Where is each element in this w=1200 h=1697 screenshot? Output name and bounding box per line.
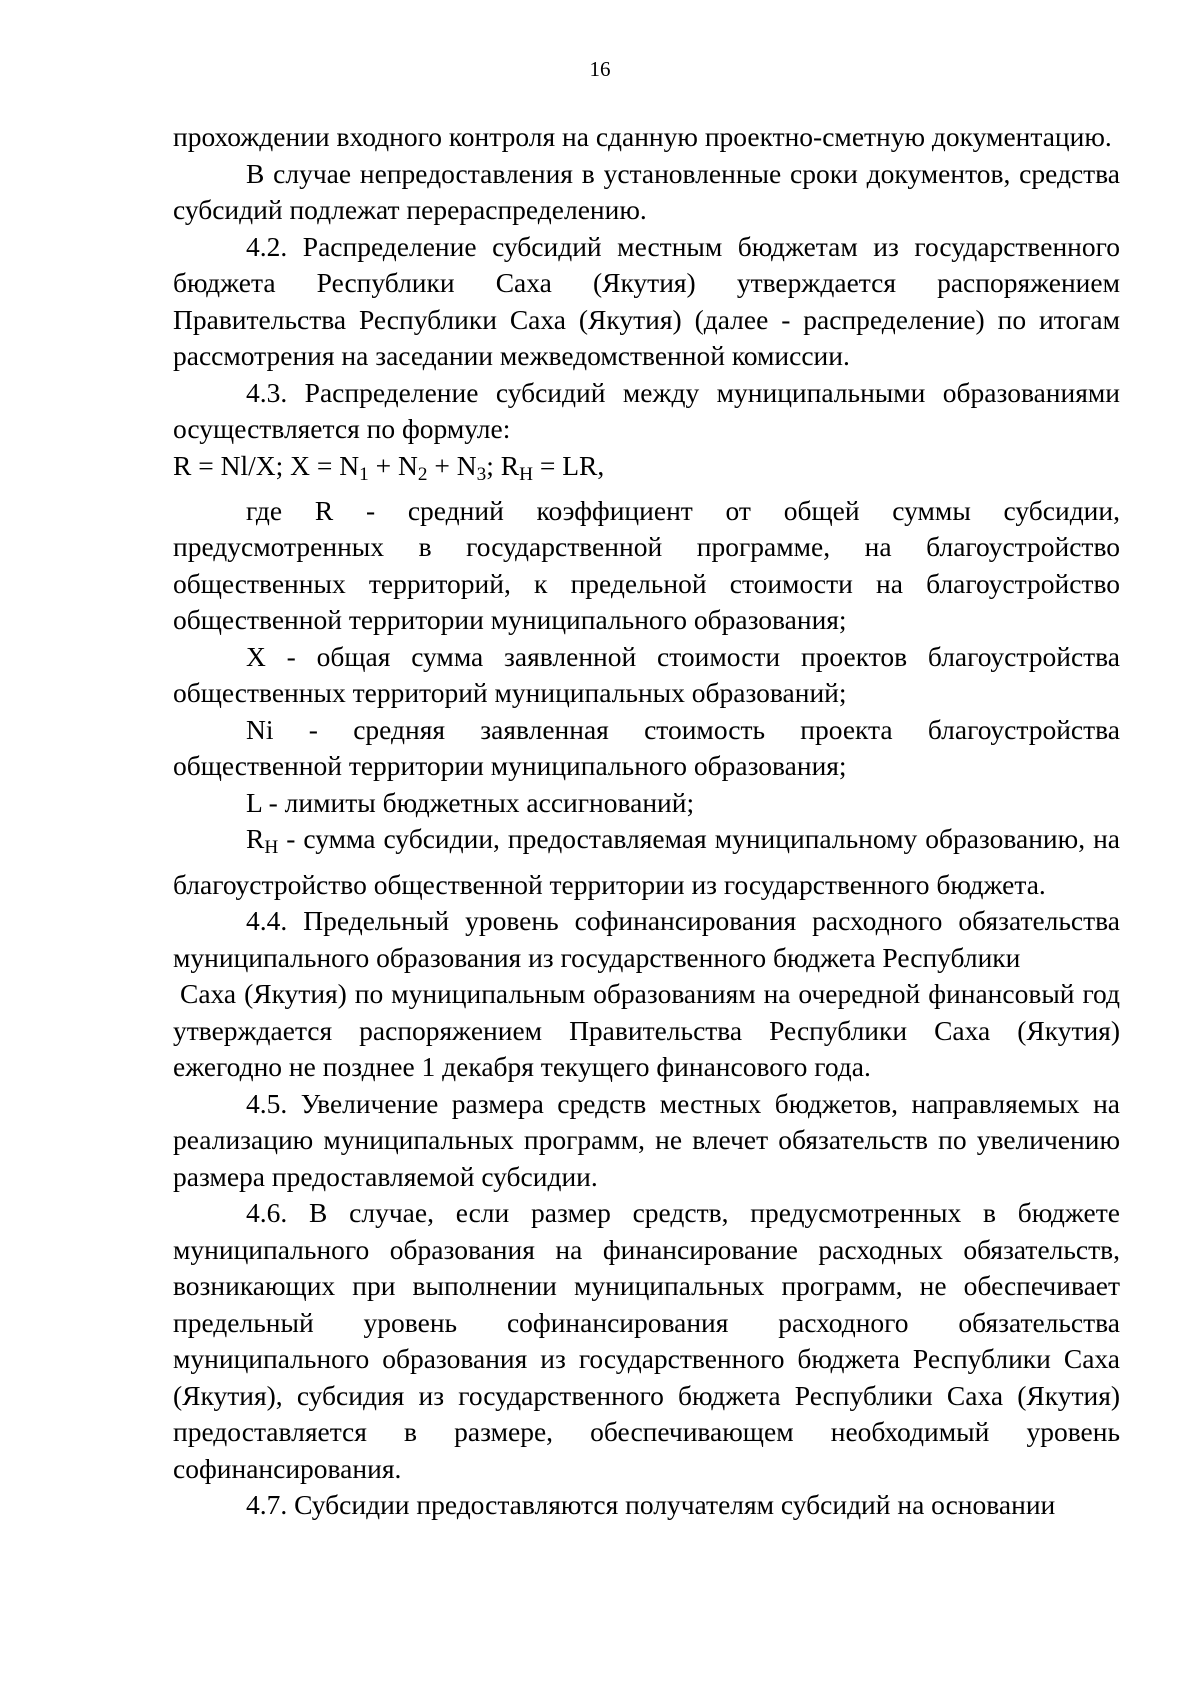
- definition-r: где R - средний коэффициент от общей суммы субсидии, предусмотренных в государственной программе, на благоустройство общественных территорий, к предельной стоимости на благоустройство общественной территории муниципального образования;: [173, 494, 1120, 636]
- definition-rh-subscript: Н: [264, 837, 279, 859]
- document-body: [173, 119, 1120, 1524]
- paragraph-continuation: прохождении входного контроля на сданную проектно-сметную документацию.: [173, 121, 1112, 152]
- paragraph-4-3: 4.3. Распределение субсидий между муниципальными образованиями осуществляется по формуле:: [173, 376, 1120, 444]
- definition-rh: [173, 821, 1120, 903]
- paragraph-4-7: 4.7. Субсидии предоставляются получателям субсидий на основании: [246, 1489, 1056, 1521]
- paragraph-nonsubmission: В случае непредоставления в установленные сроки документов, средства субсидий подлежат перераспределению.: [173, 157, 1120, 225]
- formula-part: = LR,: [533, 449, 605, 481]
- formula-part: + N: [368, 449, 418, 481]
- formula-subscript: 2: [417, 463, 428, 485]
- definition-rh-text: - сумма субсидии, предоставляемая муниципальному образованию, на благоустройство общественной территории из государственного бюджета.: [173, 823, 1120, 900]
- formula-subscript: 3: [476, 463, 487, 485]
- formula-subscript: 1: [359, 463, 369, 485]
- paragraph-4-4: 4.4. Предельный уровень софинансирования расходного обязательства муниципального образования из государственного бюджета Республики: [173, 905, 1120, 973]
- paragraph-4-6: 4.6. В случае, если размер средств, предусмотренных в бюджете муниципального образования на финансирование расходных обязательств, возникающих при выполнении муниципальных программ, не обеспечивает предельный уровень софинансирования расходного обязательства муниципального образования из государственного бюджета Республики Саха (Якутия), субсидия из государственного бюджета Республики Саха (Якутия) предоставляется в размере, обеспечивающем необходимый уровень софинансирования.: [173, 1197, 1120, 1484]
- distribution-formula: [173, 448, 1120, 493]
- definition-x: X - общая сумма заявленной стоимости проектов благоустройства общественных территорий муниципальных образований;: [173, 640, 1120, 709]
- paragraph-4-5: 4.5. Увеличение размера средств местных бюджетов, направляемых на реализацию муниципальных программ, не влечет обязательств по увеличению размера предоставляемой субсидии.: [173, 1087, 1120, 1192]
- paragraph-4-2: 4.2. Распределение субсидий местным бюджетам из государственного бюджета Республики Саха (Якутия) утверждается распоряжением Правительства Республики Саха (Якутия) (далее - распределение) по итогам рассмотрения на заседании межведомственной комиссии.: [173, 230, 1120, 371]
- formula-part: R = Nl/X; X = N: [173, 449, 360, 481]
- formula-subscript: Н: [519, 463, 533, 485]
- formula-part: + N: [427, 449, 477, 481]
- definition-ni: Ni - средняя заявленная стоимость проекта благоустройства общественной территории муниципального образования;: [173, 713, 1120, 782]
- definition-l: L - лимиты бюджетных ассигнований;: [246, 786, 695, 818]
- page-number: 16: [589, 57, 611, 81]
- definition-rh-symbol: R: [246, 823, 265, 855]
- formula-part: ; R: [486, 449, 520, 481]
- paragraph-4-4-continued: Саха (Якутия) по муниципальным образованиям на очередной финансовый год утверждается распоряжением Правительства Республики Саха (Якутия) ежегодно не позднее 1 декабря текущего финансового года.: [173, 978, 1120, 1083]
